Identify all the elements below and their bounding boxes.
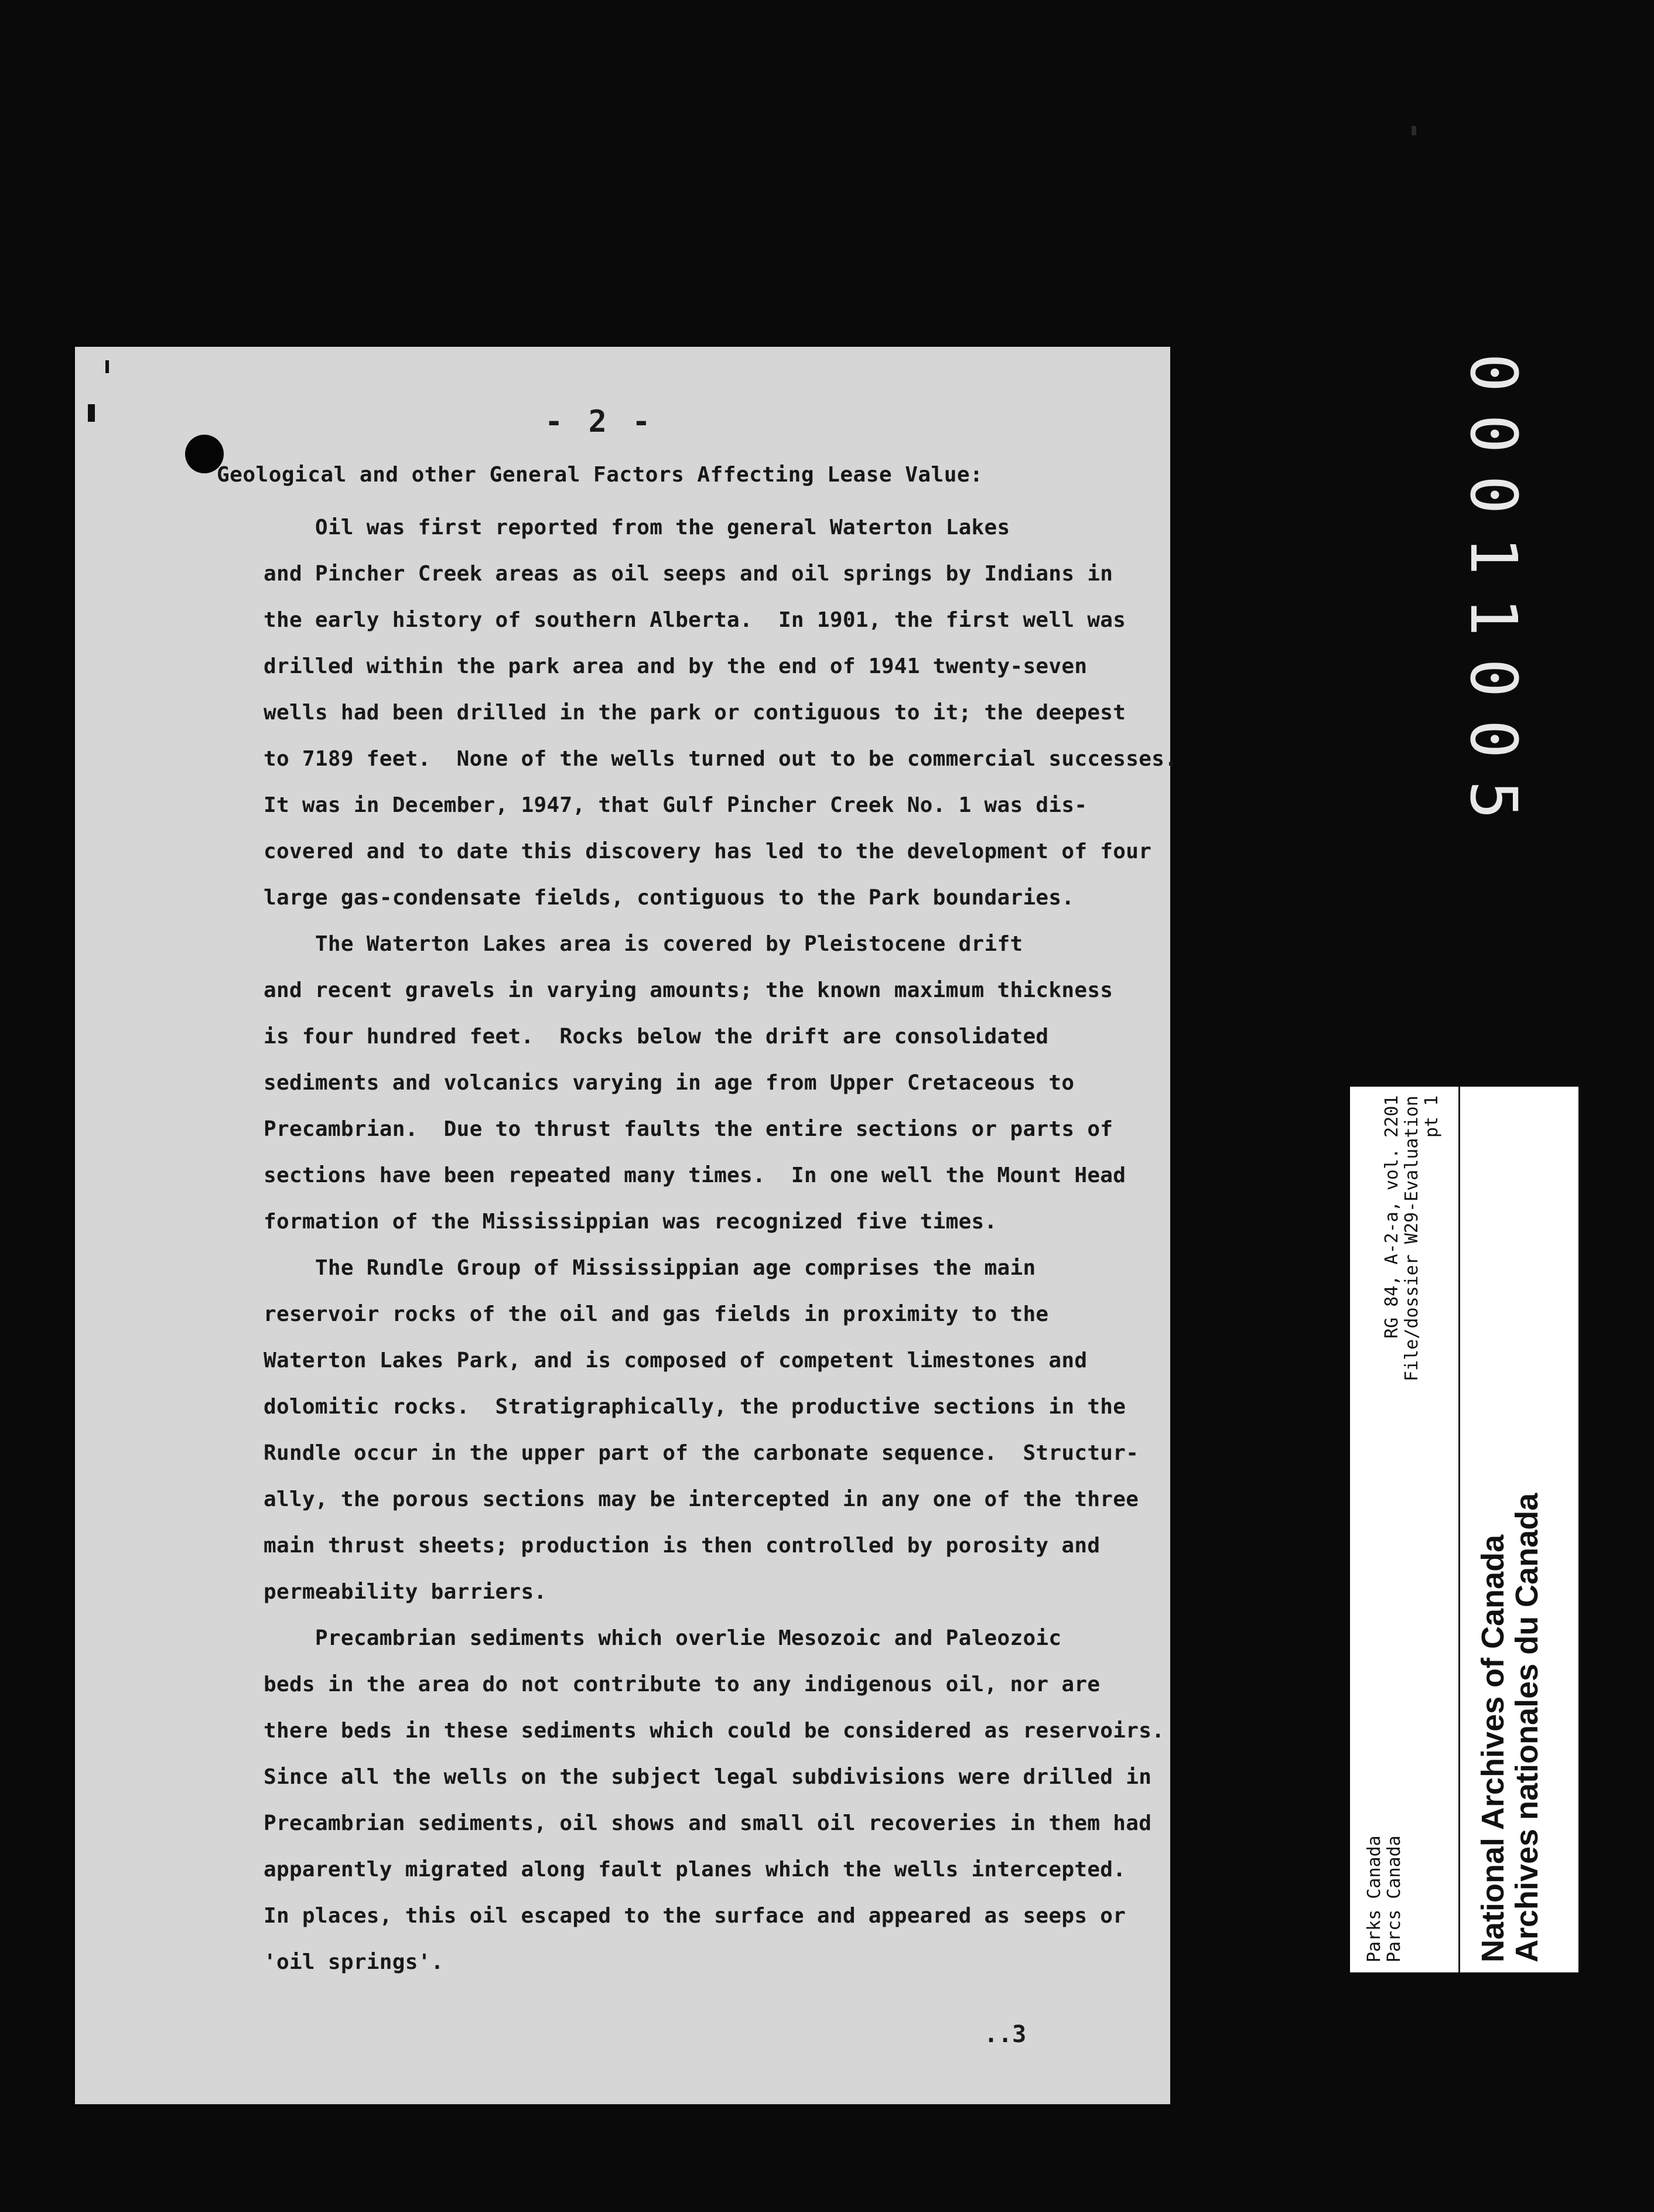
text-line: to 7189 feet. None of the wells turned out to be commercial successes. bbox=[264, 747, 1178, 771]
text-line: apparently migrated along fault planes which the wells intercepted. bbox=[264, 1858, 1126, 1882]
text-line: dolomitic rocks. Stratigraphically, the productive sections in the bbox=[264, 1395, 1126, 1419]
text-line: covered and to date this discovery has led to the development of four bbox=[264, 839, 1152, 863]
text-line: In places, this oil escaped to the surface and appeared as seeps or bbox=[264, 1904, 1126, 1928]
frame-number-text: 00011005 bbox=[1456, 353, 1531, 842]
page-number: - 2 - bbox=[545, 404, 654, 439]
text-line: the early history of southern Alberta. In 1901, the first well was bbox=[264, 608, 1126, 632]
page-speck bbox=[88, 404, 95, 422]
text-line: permeability barriers. bbox=[264, 1580, 547, 1604]
text-line: main thrust sheets; production is then controlled by porosity and bbox=[264, 1534, 1101, 1558]
text-line: beds in the area do not contribute to any indigenous oil, nor are bbox=[264, 1672, 1101, 1696]
text-line: Precambrian sediments, oil shows and small oil recoveries in them had bbox=[264, 1811, 1152, 1835]
text-line: ally, the porous sections may be intercepted in any one of the three bbox=[264, 1487, 1139, 1511]
text-line: is four hundred feet. Rocks below the drift are consolidated bbox=[264, 1025, 1049, 1049]
page-speck bbox=[105, 360, 109, 373]
text-line: there beds in these sediments which could be considered as reservoirs. bbox=[264, 1719, 1165, 1743]
text-line: sediments and volcanics varying in age from Upper Cretaceous to bbox=[264, 1071, 1075, 1095]
text-line: wells had been drilled in the park or contiguous to it; the deepest bbox=[264, 701, 1126, 725]
text-line: The Rundle Group of Mississippian age comprises the main bbox=[264, 1256, 1036, 1280]
continuation-marker: ..3 bbox=[984, 2021, 1027, 2048]
text-line: reservoir rocks of the oil and gas fields in proximity to the bbox=[264, 1302, 1049, 1326]
text-line: and recent gravels in varying amounts; the known maximum thickness bbox=[264, 978, 1113, 1002]
text-line: formation of the Mississippian was recognized five times. bbox=[264, 1210, 997, 1234]
text-line: The Waterton Lakes area is covered by Pleistocene drift bbox=[264, 932, 1023, 956]
text-line: large gas-condensate fields, contiguous to the Park boundaries. bbox=[264, 886, 1075, 910]
institution-fr: Archives nationales du Canada bbox=[1509, 1493, 1544, 1962]
text-line: Precambrian sediments which overlie Mesozoic and Paleozoic bbox=[264, 1626, 1062, 1650]
text-line: and Pincher Creek areas as oil seeps and oil springs by Indians in bbox=[264, 562, 1113, 586]
agency-line: Parks Canada bbox=[1364, 1835, 1385, 1962]
text-line: Since all the wells on the subject legal subdivisions were drilled in bbox=[264, 1765, 1152, 1789]
agency-line: Parcs Canada bbox=[1384, 1835, 1404, 1962]
reference-line: pt 1 bbox=[1421, 1095, 1442, 1138]
institution-name bbox=[1476, 1095, 1544, 1962]
frame-number bbox=[1435, 305, 1552, 890]
text-line: sections have been repeated many times. In one well the Mount Head bbox=[264, 1163, 1126, 1187]
text-line: Waterton Lakes Park, and is composed of competent limestones and bbox=[264, 1349, 1088, 1373]
film-mark bbox=[1412, 126, 1416, 135]
institution-en: National Archives of Canada bbox=[1475, 1534, 1511, 1962]
text-line: Oil was first reported from the general Waterton Lakes bbox=[264, 516, 1010, 540]
text-line: Precambrian. Due to thrust faults the entire sections or parts of bbox=[264, 1117, 1113, 1141]
reference-line: File/dossier W29-Evaluation bbox=[1402, 1095, 1422, 1381]
agency-names bbox=[1365, 1095, 1404, 1962]
text-line: drilled within the park area and by the end of 1941 twenty-seven bbox=[264, 654, 1088, 678]
reference-line: RG 84, A-2-a, vol. 2201 bbox=[1382, 1095, 1402, 1339]
label-divider bbox=[1458, 1087, 1460, 1972]
text-line: It was in December, 1947, that Gulf Pincher Creek No. 1 was dis- bbox=[264, 793, 1088, 817]
section-heading: Geological and other General Factors Affecting Lease Value: bbox=[217, 463, 983, 487]
text-line: Rundle occur in the upper part of the carbonate sequence. Structur- bbox=[264, 1441, 1139, 1465]
text-line: 'oil springs'. bbox=[264, 1950, 444, 1974]
